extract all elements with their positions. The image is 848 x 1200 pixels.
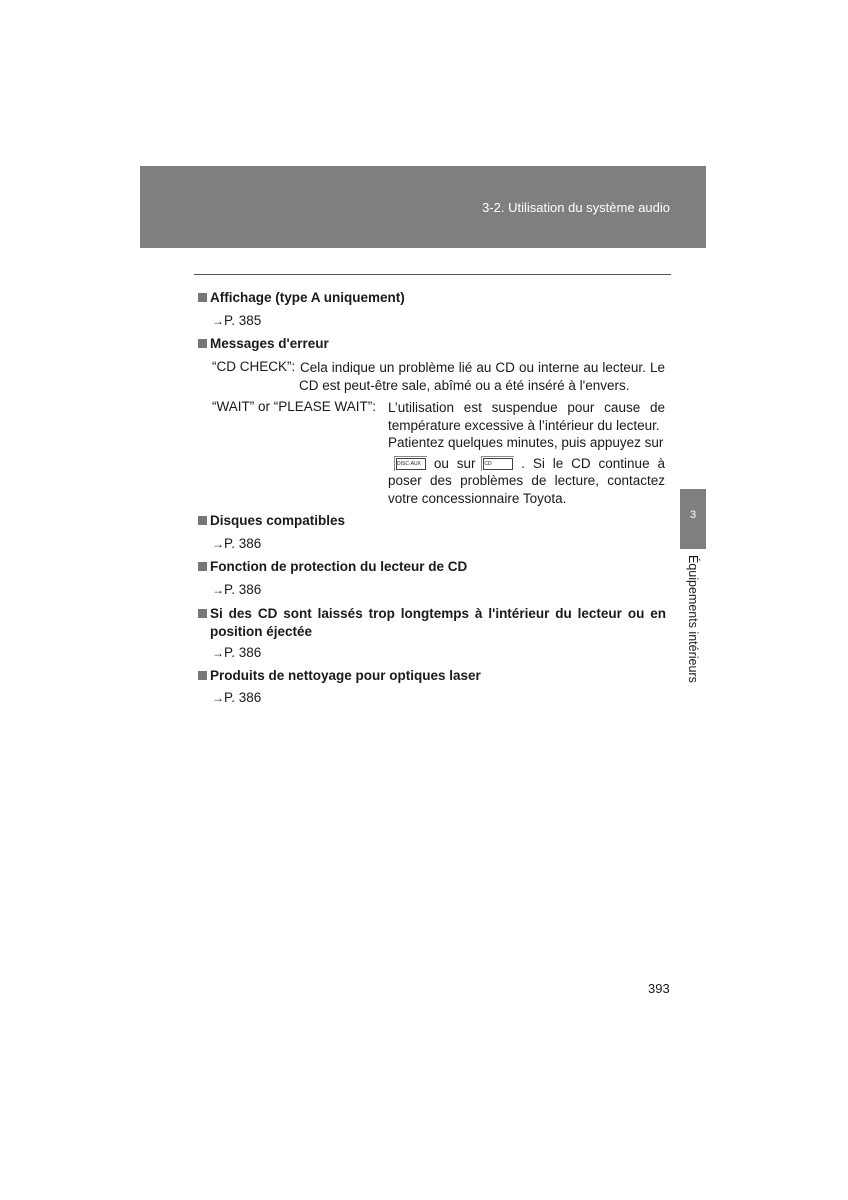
header-divider [194,274,671,275]
square-bullet-icon [198,516,207,525]
page-reference [212,645,261,660]
square-bullet-icon [198,339,207,348]
page-reference [212,536,261,551]
chapter-header-band [140,166,706,248]
page-reference [212,582,261,597]
message-line-buttons [388,455,665,473]
page-reference-text: P. 386 [224,690,262,705]
page-reference [212,690,261,705]
section-title: Messages d'erreur [210,336,329,351]
section-heading-affichage [198,290,405,305]
right-arrow-icon: → [212,314,224,328]
section-title: Affichage (type A uniquement) [210,290,405,305]
message-line: température excessive à l’intérieur du lecteur. [388,417,660,433]
message-label-cd-check: “CD CHECK”: [212,359,296,374]
page-reference-text: P. 386 [224,582,262,597]
chapter-side-label: Équipements intérieurs [686,555,700,683]
disc-aux-button-icon: DISC·AUX [396,458,426,470]
section-heading-disques [198,513,345,528]
message-text-wait [388,399,665,507]
message-line: poser des problèmes de lecture, contactez [388,473,665,488]
section-title: Disques compatibles [210,513,346,528]
page-reference [212,313,261,328]
right-arrow-icon: → [212,583,224,597]
page-reference-text: P. 386 [224,645,262,660]
section-title-continued: position éjectée [210,623,313,639]
message-text-fragment: . Si le CD continue à [521,455,665,471]
right-arrow-icon: → [212,691,224,705]
cd-button-icon: CD [483,458,513,470]
message-text-cd-check [299,359,665,394]
right-arrow-icon: → [212,537,224,551]
square-bullet-icon [198,671,207,680]
square-bullet-icon [198,293,207,302]
section-heading-cd-laisses [198,605,666,640]
message-line: Patientez quelques minutes, puis appuyez sur [388,435,664,450]
square-bullet-icon [198,562,207,571]
chapter-side-tab [680,489,706,549]
right-arrow-icon: → [212,646,224,660]
message-line: L’utilisation est suspendue pour cause de [388,400,665,415]
page-reference-text: P. 385 [224,313,262,328]
page-reference-text: P. 386 [224,536,262,551]
section-title: Si des CD sont laissés trop longtemps à l'intérieur du lecteur ou en [210,606,666,621]
section-title: Fonction de protection du lecteur de CD [210,559,468,574]
square-bullet-icon [198,609,207,618]
message-line: Cela indique un problème lié au CD ou interne au lecteur. Le [300,360,665,375]
section-heading-nettoyage [198,668,481,683]
section-heading-fonction [198,559,467,574]
chapter-header-title: 3-2. Utilisation du système audio [482,200,670,215]
message-line: CD est peut-être sale, abîmé ou a été inséré à l'envers. [299,377,630,393]
section-title: Produits de nettoyage pour optiques laser [210,668,481,683]
message-text-fragment: ou sur [433,455,476,471]
section-heading-messages [198,336,329,351]
chapter-number: 3 [689,509,697,521]
message-line: votre concessionnaire Toyota. [388,490,567,506]
page-number: 393 [648,981,670,996]
message-label-wait: “WAIT” or “PLEASE WAIT”: [212,399,377,414]
